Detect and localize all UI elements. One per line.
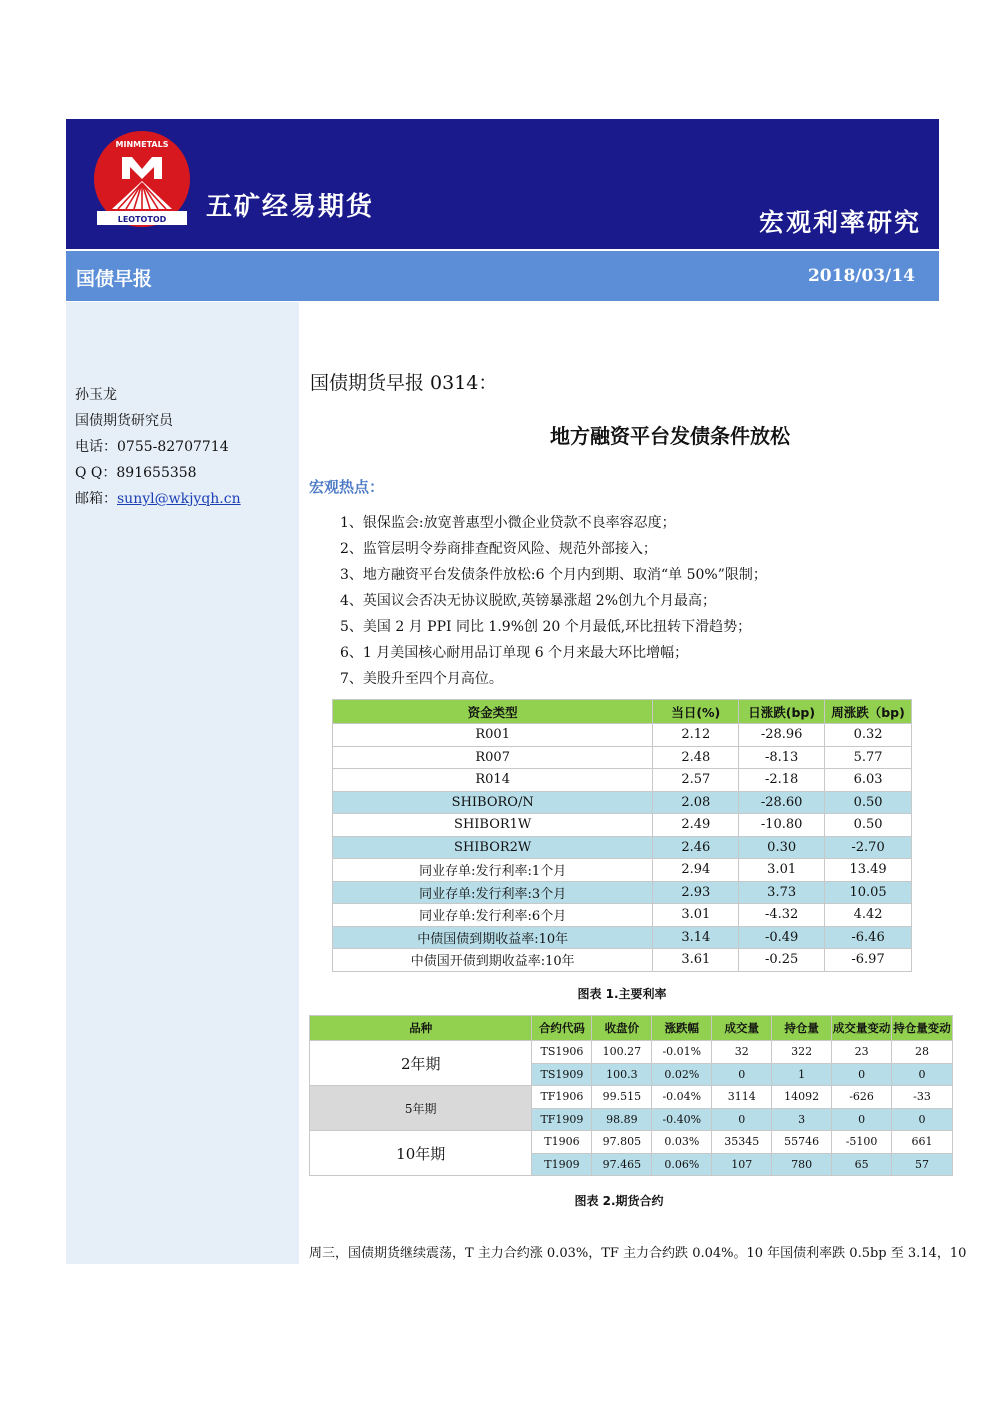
news-item: 2、监管层明令券商排查配资风险、规范外部接入； [340, 541, 657, 557]
table-cell: 100.3 [592, 1063, 652, 1086]
table-cell: -2.70 [825, 836, 912, 859]
table-cell: R007 [333, 746, 653, 769]
table-cell: 0.50 [825, 791, 912, 814]
table-cell: TS1906 [532, 1041, 592, 1064]
table-cell: 2.57 [653, 769, 739, 792]
table-cell: 3 [772, 1108, 832, 1131]
author-title: 国债期货研究员 [75, 413, 173, 429]
column-header: 成交量 [712, 1016, 772, 1041]
table-cell: -28.60 [739, 791, 825, 814]
table-cell: 65 [832, 1153, 892, 1176]
table-cell: 中债国开债到期收益率:10年 [333, 949, 653, 972]
hot-topics-heading: 宏观热点： [309, 478, 385, 496]
table-cell: 23 [832, 1041, 892, 1064]
table-cell: 10.05 [825, 881, 912, 904]
table-row [310, 1041, 953, 1064]
table-cell: 97.465 [592, 1153, 652, 1176]
table-row [333, 949, 912, 972]
news-item: 3、地方融资平台发债条件放松:6 个月内到期、取消“单 50%”限制； [340, 567, 767, 583]
table-cell: 6.03 [825, 769, 912, 792]
table-cell: 3.14 [653, 926, 739, 949]
table-cell: 661 [892, 1131, 953, 1154]
table-cell: TS1909 [532, 1063, 592, 1086]
table-cell: 98.89 [592, 1108, 652, 1131]
column-header: 收盘价 [592, 1016, 652, 1041]
table-cell: TF1909 [532, 1108, 592, 1131]
column-header: 合约代码 [532, 1016, 592, 1041]
table-cell: 100.27 [592, 1041, 652, 1064]
table-cell: R001 [333, 724, 653, 747]
table-cell: 0.50 [825, 814, 912, 837]
table-row [333, 904, 912, 927]
table-cell: 2.93 [653, 881, 739, 904]
table-cell: 4.42 [825, 904, 912, 927]
table-cell: -8.13 [739, 746, 825, 769]
column-header: 持仓量变动 [892, 1016, 953, 1041]
table-cell: T1909 [532, 1153, 592, 1176]
table-cell: -10.80 [739, 814, 825, 837]
table-cell: 0.03% [652, 1131, 712, 1154]
group-cell: 10年期 [310, 1131, 532, 1176]
company-name: 五矿经易期货 [206, 192, 375, 222]
headline: 地方融资平台发债条件放松 [550, 424, 790, 448]
author-email-link[interactable]: sunyl@wkjyqh.cn [117, 491, 241, 507]
table-cell: -0.01% [652, 1041, 712, 1064]
author-info [75, 382, 241, 512]
column-header: 日涨跌(bp) [739, 700, 825, 724]
table-cell: 3.73 [739, 881, 825, 904]
table-row [333, 791, 912, 814]
doc-title: 国债期货早报 0314： [310, 372, 498, 394]
report-date: 2018/03/14 [807, 266, 915, 286]
author-phone: 电话：0755-82707714 [75, 439, 229, 455]
table-cell: 0 [712, 1108, 772, 1131]
table-row [310, 1086, 953, 1109]
column-header: 当日(%) [653, 700, 739, 724]
table-cell: -626 [832, 1086, 892, 1109]
report-type: 国债早报 [76, 268, 153, 290]
news-item: 1、银保监会:放宽普惠型小微企业贷款不良率容忍度； [340, 515, 676, 531]
column-header: 成交量变动 [832, 1016, 892, 1041]
table-cell: 14092 [772, 1086, 832, 1109]
table-cell: -0.49 [739, 926, 825, 949]
table-cell: 0 [892, 1063, 953, 1086]
table-cell: 0.06% [652, 1153, 712, 1176]
author-name: 孙玉龙 [75, 387, 117, 403]
table-cell: T1906 [532, 1131, 592, 1154]
table-cell: -28.96 [739, 724, 825, 747]
news-item: 5、美国 2 月 PPI 同比 1.9%创 20 个月最低,环比扭转下滑趋势； [340, 619, 752, 635]
table-cell: 0.32 [825, 724, 912, 747]
column-header: 持仓量 [772, 1016, 832, 1041]
table-cell: 0.02% [652, 1063, 712, 1086]
table-row [333, 769, 912, 792]
column-header: 涨跌幅 [652, 1016, 712, 1041]
table-cell: 同业存单:发行利率:1个月 [333, 859, 653, 882]
table-cell: 2.12 [653, 724, 739, 747]
table-cell: SHIBOR2W [333, 836, 653, 859]
table-cell: 99.515 [592, 1086, 652, 1109]
table-row [310, 1131, 953, 1154]
table-cell: 97.805 [592, 1131, 652, 1154]
column-header: 周涨跌（bp) [825, 700, 912, 724]
group-cell: 2年期 [310, 1041, 532, 1086]
table-cell: 2.94 [653, 859, 739, 882]
futures-table-caption: 图表 2.期货合约 [574, 1194, 664, 1208]
table-cell: 0 [712, 1063, 772, 1086]
table-cell: 同业存单:发行利率:3个月 [333, 881, 653, 904]
table-cell: 322 [772, 1041, 832, 1064]
table-header-row [333, 700, 912, 724]
table-cell: 28 [892, 1041, 953, 1064]
logo-subtext: LEOTOTOD [117, 215, 167, 224]
news-item: 6、1 月美国核心耐用品订单现 6 个月来最大环比增幅； [340, 645, 689, 661]
table-cell: -0.25 [739, 949, 825, 972]
table-cell: 57 [892, 1153, 953, 1176]
table-cell: 0 [892, 1108, 953, 1131]
table-cell: 1 [772, 1063, 832, 1086]
summary-paragraph: 周三，国债期货继续震荡，T 主力合约涨 0.03%，TF 主力合约跌 0.04%。10 年国债利率跌 0.5bp 至 3.14，10 [309, 1246, 967, 1261]
table-cell: TF1906 [532, 1086, 592, 1109]
logo-text: MINMETALS [115, 140, 169, 149]
table-cell: 5.77 [825, 746, 912, 769]
table-cell: 13.49 [825, 859, 912, 882]
group-cell: 5年期 [310, 1086, 532, 1131]
table-cell: -5100 [832, 1131, 892, 1154]
table-cell: -6.46 [825, 926, 912, 949]
company-logo-icon [92, 129, 192, 229]
table-cell: R014 [333, 769, 653, 792]
table-cell: 2.49 [653, 814, 739, 837]
table-cell: 同业存单:发行利率:6个月 [333, 904, 653, 927]
table-row [333, 814, 912, 837]
author-email-row [75, 486, 241, 512]
table-cell: -0.40% [652, 1108, 712, 1131]
news-list [340, 510, 767, 692]
table-cell: 2.48 [653, 746, 739, 769]
table-cell: 0 [832, 1108, 892, 1131]
table-cell: -0.04% [652, 1086, 712, 1109]
table-cell: -6.97 [825, 949, 912, 972]
table-cell: 2.08 [653, 791, 739, 814]
table-cell: 35345 [712, 1131, 772, 1154]
email-label: 邮箱： [75, 491, 117, 507]
table-cell: 2.46 [653, 836, 739, 859]
author-qq: Q Q：891655358 [75, 465, 197, 481]
column-header: 品种 [310, 1016, 532, 1041]
table-cell: -2.18 [739, 769, 825, 792]
news-item: 4、英国议会否决无协议脱欧,英镑暴涨超 2%创九个月最高； [340, 593, 717, 609]
table-cell: 3.01 [653, 904, 739, 927]
table-row [333, 881, 912, 904]
table-cell: SHIBOR1W [333, 814, 653, 837]
table-cell: 中债国债到期收益率:10年 [333, 926, 653, 949]
table-row [333, 836, 912, 859]
table-cell: 780 [772, 1153, 832, 1176]
table-cell: -33 [892, 1086, 953, 1109]
department-title: 宏观利率研究 [758, 208, 921, 237]
table-header-row [310, 1016, 953, 1041]
rates-table-caption: 图表 1.主要利率 [577, 987, 667, 1001]
table-row [333, 859, 912, 882]
table-cell: SHIBORO/N [333, 791, 653, 814]
table-cell: 0.30 [739, 836, 825, 859]
table-row [333, 926, 912, 949]
table-cell: 55746 [772, 1131, 832, 1154]
table-cell: 0 [832, 1063, 892, 1086]
futures-table [309, 1015, 953, 1176]
news-item: 7、美股升至四个月高位。 [340, 671, 503, 687]
table-cell: 107 [712, 1153, 772, 1176]
table-cell: 32 [712, 1041, 772, 1064]
column-header: 资金类型 [333, 700, 653, 724]
rates-table [332, 699, 912, 972]
table-cell: 3114 [712, 1086, 772, 1109]
table-cell: -4.32 [739, 904, 825, 927]
table-cell: 3.01 [739, 859, 825, 882]
table-cell: 3.61 [653, 949, 739, 972]
table-row [333, 724, 912, 747]
table-row [333, 746, 912, 769]
